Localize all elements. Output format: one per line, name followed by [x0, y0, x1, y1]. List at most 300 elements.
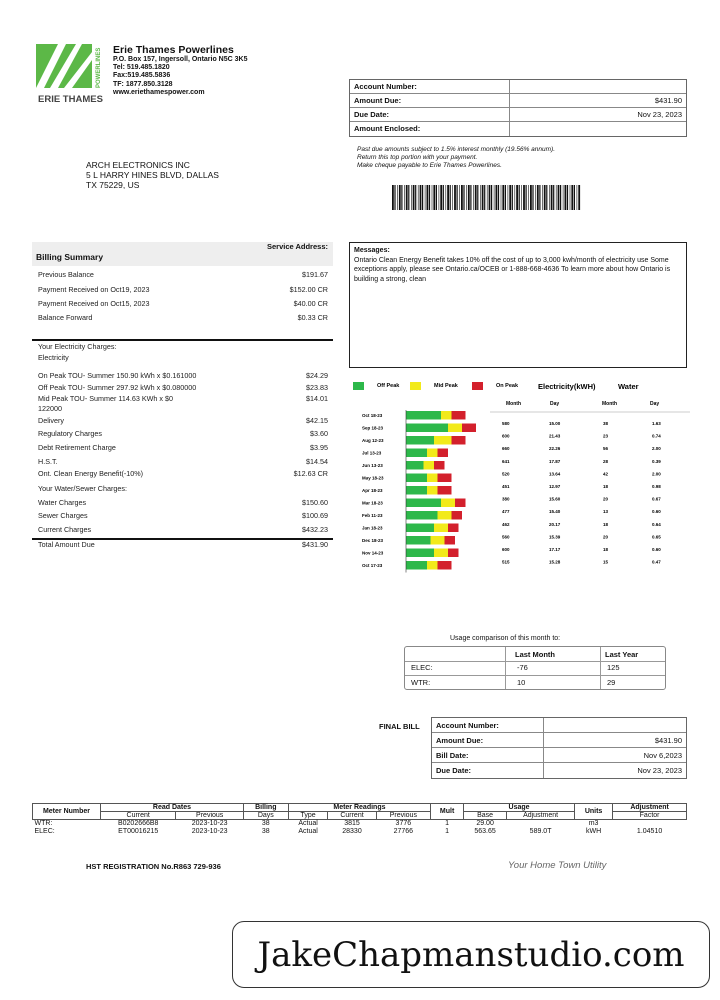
bar-mid-peak	[434, 436, 452, 445]
final-bill-box	[431, 717, 687, 779]
barcode-bar	[563, 185, 564, 210]
billing-summary-title: Billing Summary	[36, 252, 104, 262]
table-cell: 13.64	[549, 471, 561, 477]
company-info	[113, 44, 247, 97]
bar-off-peak	[406, 499, 441, 508]
note-line: Return this top portion with your payment.	[357, 154, 478, 161]
table-cell: 18	[603, 547, 609, 552]
billing-row	[38, 404, 328, 413]
billing-row-label: Your Water/Sewer Charges:	[38, 484, 127, 493]
sub-header: Days	[243, 812, 288, 820]
messages-box	[349, 242, 687, 368]
due-date-value: Nov 23, 2023	[637, 110, 682, 119]
barcode-bar	[394, 185, 395, 210]
barcode-bar	[574, 185, 575, 210]
table-cell: 15.39	[549, 534, 561, 540]
meter-cell: ELEC:	[34, 827, 55, 835]
billing-row-label: Electricity	[38, 353, 69, 362]
barcode-bar	[432, 185, 433, 210]
meter-cell: Actual	[298, 827, 318, 835]
billing-row-label: Balance Forward	[38, 313, 93, 322]
svg-text:ERIE THAMES: ERIE THAMES	[38, 94, 103, 105]
sub-header: Previous	[176, 812, 244, 820]
sub-header: Type	[288, 812, 328, 820]
billing-row	[38, 429, 328, 438]
bar-mid-peak	[434, 549, 448, 558]
bar-off-peak	[406, 486, 427, 495]
account-box	[349, 79, 687, 137]
meter-cell: 27766	[393, 827, 414, 835]
billing-row	[38, 469, 328, 478]
table-cell: 13	[603, 509, 609, 515]
account-row	[350, 122, 686, 136]
legend-label: Mid Peak	[434, 383, 458, 389]
watermark: JakeChapmanstudio.com	[232, 921, 710, 988]
legend-label: On Peak	[496, 383, 519, 389]
meter-table	[32, 803, 687, 835]
final-due-date-label: Due Date:	[432, 763, 544, 778]
table-cell: 17.87	[549, 458, 561, 464]
meter-cell: m3	[588, 820, 599, 827]
table-cell: 0.74	[652, 433, 661, 439]
legend-swatch	[472, 382, 483, 390]
meter-cell: 1	[445, 827, 450, 835]
divider	[32, 339, 333, 341]
meter-number-header: Meter Number	[33, 804, 101, 820]
bar-mid-peak	[427, 474, 438, 483]
barcode-bar	[542, 185, 543, 210]
usage-last-year-value: 125	[607, 663, 620, 672]
bar-on-peak	[452, 511, 463, 520]
bar-off-peak	[406, 511, 438, 520]
billing-row-label: Payment Received on Oct15, 2023	[38, 299, 150, 308]
barcode-bar	[571, 185, 573, 210]
barcode-bar	[501, 185, 502, 210]
billing-row	[38, 342, 328, 351]
bar-off-peak	[406, 424, 448, 433]
billing-row-label: Sewer Charges	[38, 511, 88, 520]
amount-enclosed-label: Amount Enclosed:	[350, 122, 510, 136]
billing-row-value: $432.23	[302, 525, 328, 534]
table-cell: 600	[502, 433, 510, 439]
category-label: Jun 13-23	[362, 463, 383, 468]
barcode-bar	[496, 185, 498, 210]
barcode-bar	[475, 185, 477, 210]
meter-cell: 563.65	[474, 827, 496, 835]
bar-on-peak	[438, 449, 449, 458]
billing-row-label: 122000	[38, 404, 62, 413]
barcode-bar	[454, 185, 456, 210]
sub-header: Current	[101, 812, 176, 820]
bar-on-peak	[452, 411, 466, 420]
bar-on-peak	[445, 536, 456, 545]
barcode-bar	[450, 185, 451, 210]
billing-row	[38, 383, 328, 392]
meter-cell: 38	[261, 827, 270, 835]
billing-row-label: Regulatory Charges	[38, 429, 102, 438]
bar-off-peak	[406, 411, 441, 420]
barcode-bar	[482, 185, 484, 210]
bar-off-peak	[406, 524, 434, 533]
barcode-bar	[484, 185, 485, 210]
meter-cell: 1.04510	[636, 827, 663, 835]
sub-header: Previous	[376, 812, 431, 820]
bar-off-peak	[406, 536, 431, 545]
barcode-bar	[443, 185, 444, 210]
barcode-bar	[570, 185, 571, 210]
category-label: Mar 18-23	[362, 500, 383, 506]
usage-last-year-value: 29	[607, 678, 616, 687]
table-cell: 0.67	[652, 496, 661, 502]
chart-title: Electricity(kWH)	[538, 382, 596, 391]
bar-on-peak	[438, 474, 452, 483]
company-tel: Tel: 519.485.1820	[113, 64, 170, 72]
meter-cell: WTR:	[34, 820, 53, 827]
barcode-bar	[466, 185, 467, 210]
meter-readings-header: Meter Readings	[288, 804, 431, 812]
table-cell: 18	[603, 521, 609, 527]
final-row	[432, 763, 686, 778]
barcode-bar	[523, 185, 525, 210]
account-row	[350, 80, 686, 94]
amount-due-value: $431.90	[654, 96, 682, 105]
billing-row-value: $14.54	[306, 457, 328, 466]
final-row	[432, 748, 686, 763]
meter-cell: 28330	[342, 827, 362, 835]
customer-street: 5 L HARRY HINES BLVD, DALLAS	[86, 170, 219, 180]
usage-header: Usage	[464, 804, 575, 812]
table-cell: 38	[603, 421, 609, 426]
billing-row	[38, 371, 328, 380]
billing-row-label: Ont. Clean Energy Benefit(-10%)	[38, 469, 144, 478]
table-cell: 56	[603, 446, 609, 452]
customer-name: ARCH ELECTRONICS INC	[86, 160, 190, 170]
customer-city: TX 75229, US	[86, 180, 140, 190]
billing-row-label: Current Charges	[38, 525, 92, 534]
barcode-bar	[415, 185, 416, 210]
barcode-bar	[577, 185, 578, 210]
table-cell: 0.60	[652, 547, 661, 552]
company-po-box: P.O. Box 157, Ingersoll, Ontario N5C 3K5	[113, 56, 248, 63]
company-logo	[36, 44, 104, 108]
bar-on-peak	[434, 461, 445, 470]
billing-row	[38, 443, 328, 452]
barcode-bar	[530, 185, 532, 210]
final-amount-value: $431.90	[654, 735, 682, 745]
table-header: Month	[602, 401, 617, 407]
billing-row-value: $100.69	[302, 511, 328, 520]
table-header: Day	[650, 401, 660, 407]
table-cell: 477	[502, 509, 510, 515]
barcode-bar	[470, 185, 471, 210]
bar-off-peak	[406, 561, 427, 570]
table-cell: 15.60	[549, 496, 561, 502]
barcode-bar	[556, 185, 557, 210]
meter-cell: 1	[445, 820, 450, 827]
payment-notes	[357, 146, 555, 170]
meter-cell: 589.0T	[529, 827, 552, 835]
barcode-bar	[440, 185, 442, 210]
billing-row	[38, 299, 328, 308]
billing-row-label: Your Electricity Charges:	[38, 342, 117, 351]
table-cell: 23	[603, 433, 609, 439]
table-cell: 660	[502, 446, 510, 452]
barcode-bar	[516, 185, 518, 210]
bar-off-peak	[406, 436, 434, 445]
category-label: May 18-23	[362, 475, 384, 481]
bar-mid-peak	[427, 486, 438, 495]
billing-row-value: $23.83	[306, 383, 328, 392]
billing-row	[38, 394, 328, 403]
bar-mid-peak	[441, 411, 452, 420]
usage-col-last-year: Last Year	[605, 650, 639, 659]
category-label: Apr 18-23	[362, 488, 383, 493]
category-label: Jan 18-23	[362, 525, 383, 531]
company-name: Erie Thames Powerlines	[113, 44, 234, 56]
barcode-bar	[411, 185, 412, 210]
total-label: Total Amount Due	[38, 540, 95, 549]
barcode-bar	[459, 185, 460, 210]
barcode-bar	[477, 185, 478, 210]
barcode-bar	[408, 185, 409, 210]
billing-row-label: Payment Received on Oct19, 2023	[38, 285, 150, 294]
table-cell: 0.65	[652, 534, 661, 540]
category-label: Jul 13-23	[362, 450, 382, 456]
barcode-bar	[528, 185, 529, 210]
billing-row-label: Mid Peak TOU- Summer 114.63 KWh x $0	[38, 394, 174, 403]
barcode-bar	[480, 185, 481, 210]
bar-mid-peak	[441, 499, 455, 508]
category-label: Aug 12-23	[362, 438, 384, 443]
usage-chart	[350, 378, 690, 588]
table-cell: 380	[502, 496, 510, 502]
category-label: Sep 18-23	[362, 425, 384, 431]
final-bill-date-label: Bill Date:	[432, 748, 544, 762]
table-cell: 560	[502, 534, 510, 540]
billing-row	[38, 498, 328, 507]
meter-cell: 2023-10-23	[191, 827, 228, 835]
meter-cell: 29.00	[476, 820, 494, 827]
barcode-bar	[509, 185, 511, 210]
barcode-bar	[433, 185, 435, 210]
table-cell: 2.00	[652, 471, 661, 477]
table-cell: 15.40	[549, 509, 561, 515]
billing-row-label: Delivery	[38, 416, 64, 425]
bar-on-peak	[438, 561, 452, 570]
billing-row-value: $14.01	[306, 394, 328, 403]
note-line: Make cheque payable to Erie Thames Powerlines.	[357, 162, 502, 169]
company-web[interactable]: www.eriethamespower.com	[113, 88, 205, 96]
barcode-bar	[489, 185, 491, 210]
table-cell: 0.60	[652, 509, 661, 515]
barcode-bar	[502, 185, 504, 210]
bar-mid-peak	[431, 536, 445, 545]
meter-cell: 3815	[344, 820, 360, 827]
sub-header: Factor	[613, 812, 687, 820]
barcode-bar	[532, 185, 533, 210]
barcode-bar	[535, 185, 536, 210]
barcode-bar	[457, 185, 458, 210]
billing-header: Billing	[243, 804, 288, 812]
category-label: Feb 11-23	[362, 513, 383, 518]
table-header: Day	[550, 401, 560, 407]
billing-row-value: $152.00 CR	[289, 285, 328, 294]
bar-on-peak	[448, 524, 459, 533]
bar-mid-peak	[424, 461, 435, 470]
barcode-bar	[526, 185, 527, 210]
barcode-bar	[446, 185, 447, 210]
barcode-bar	[549, 185, 550, 210]
final-bill-label: FINAL BILL	[379, 722, 420, 731]
barcode-bar	[565, 185, 567, 210]
barcode-bar	[420, 185, 422, 210]
bar-on-peak	[448, 549, 459, 558]
bar-mid-peak	[427, 561, 438, 570]
table-row	[33, 820, 687, 828]
table-header: Month	[506, 401, 521, 407]
usage-col-last-month: Last Month	[515, 650, 555, 659]
amount-enclosed-field[interactable]	[510, 122, 686, 136]
barcode-bar	[404, 185, 405, 210]
usage-last-month-value: -76	[517, 663, 528, 672]
table-cell: 0.39	[652, 458, 661, 464]
read-dates-header: Read Dates	[101, 804, 244, 812]
table-cell: 600	[502, 547, 510, 552]
barcode-bar	[406, 185, 408, 210]
billing-row	[38, 270, 328, 279]
bar-mid-peak	[448, 424, 462, 433]
billing-row	[38, 511, 328, 520]
table-cell: 12.97	[549, 484, 561, 489]
table-cell: 20.17	[549, 521, 561, 527]
barcode-bar	[505, 185, 506, 210]
barcode	[392, 185, 582, 210]
bar-on-peak	[455, 499, 466, 508]
bar-mid-peak	[434, 524, 448, 533]
bar-off-peak	[406, 449, 427, 458]
billing-row-value: $42.15	[306, 416, 328, 425]
legend-swatch	[410, 382, 421, 390]
table-cell: 17.17	[549, 547, 561, 552]
barcode-bar	[413, 185, 415, 210]
usage-row-label: ELEC:	[411, 663, 433, 672]
billing-row	[38, 313, 328, 322]
table-cell: 20	[603, 534, 609, 540]
billing-row-label: Water Charges	[38, 498, 87, 507]
billing-row	[38, 525, 328, 534]
billing-row	[38, 285, 328, 294]
final-account-label: Account Number:	[432, 718, 544, 732]
bar-off-peak	[406, 549, 434, 558]
barcode-bar	[427, 185, 429, 210]
messages-title: Messages:	[354, 247, 390, 254]
barcode-bar	[463, 185, 464, 210]
total-row	[38, 540, 328, 549]
table-cell: 462	[502, 521, 510, 527]
billing-row-label: On Peak TOU- Summer 150.90 kWh x $0.161000	[38, 371, 197, 380]
company-fax: Fax:519.485.5836	[113, 72, 171, 80]
barcode-bar	[508, 185, 509, 210]
category-label: Nov 14-23	[362, 550, 384, 556]
billing-row-value: $191.67	[302, 270, 328, 279]
barcode-bar	[487, 185, 488, 210]
tagline: Your Home Town Utility	[508, 860, 607, 871]
sub-header: Base	[464, 812, 507, 820]
barcode-bar	[512, 185, 513, 210]
barcode-bar	[429, 185, 430, 210]
due-date-label: Due Date:	[350, 108, 510, 121]
table-cell: 15.00	[549, 421, 561, 426]
final-amount-label: Amount Due:	[432, 733, 544, 747]
meter-cell: 2023-10-23	[191, 820, 228, 827]
final-row	[432, 733, 686, 748]
table-cell: 0.98	[652, 484, 661, 489]
legend-label: Off Peak	[377, 383, 400, 389]
barcode-bar	[422, 185, 423, 210]
table-cell: 22.26	[549, 446, 561, 452]
barcode-bar	[551, 185, 553, 210]
barcode-bar	[473, 185, 474, 210]
table-cell: 18	[603, 484, 609, 489]
barcode-bar	[558, 185, 560, 210]
barcode-bar	[537, 185, 539, 210]
meter-cell: ET00016215	[118, 827, 159, 835]
billing-row-value: $150.60	[302, 498, 328, 507]
usage-comparison-title: Usage comparison of this month to:	[450, 635, 561, 642]
bar-on-peak	[462, 424, 476, 433]
billing-row-label: Debt Retirement Charge	[38, 443, 116, 452]
billing-row-value: $3.60	[310, 429, 328, 438]
messages-body: Ontario Clean Energy Benefit takes 10% off the cost of up to 3,000 kwh/month of electricity use Some exceptions apply, please see Ontario.ca/OCEB or 1-888-668-4636 To learn more about how Ontario is building a strong, clean	[354, 256, 671, 283]
mult-header: Mult	[431, 804, 464, 820]
account-row	[350, 94, 686, 108]
table-cell: 515	[502, 559, 510, 565]
barcode-bar	[447, 185, 449, 210]
meter-cell: B0202666B8	[117, 820, 159, 827]
billing-row-label: Previous Balance	[38, 270, 94, 279]
hst-registration: HST REGISTRATION No.R863 729-936	[86, 862, 221, 871]
barcode-bar	[392, 185, 394, 210]
billing-row-value: $12.63 CR	[293, 469, 328, 478]
barcode-bar	[494, 185, 495, 210]
table-cell: 1.63	[652, 421, 661, 426]
barcode-bar	[425, 185, 426, 210]
billing-row	[38, 416, 328, 425]
units-header: Units	[575, 804, 613, 820]
meter-cell: kWH	[586, 827, 602, 835]
table-cell: 0.64	[652, 521, 661, 527]
billing-row	[38, 457, 328, 466]
barcode-bar	[468, 185, 470, 210]
barcode-bar	[578, 185, 580, 210]
category-label: Oct 17-23	[362, 563, 383, 568]
table-cell: 15.28	[549, 559, 561, 565]
billing-row-label: Off Peak TOU- Summer 297.92 kWh x $0.080000	[38, 383, 197, 392]
meter-cell: Actual	[298, 820, 318, 827]
note-line: Past due amounts subject to 1.5% interest monthly (19.56% annum).	[357, 146, 555, 153]
barcode-bar	[491, 185, 492, 210]
account-number-value	[510, 80, 686, 93]
barcode-bar	[553, 185, 554, 210]
table-cell: 28	[603, 458, 609, 464]
adjustment-header: Adjustment	[613, 804, 687, 812]
bar-on-peak	[438, 486, 452, 495]
sub-header: Current	[328, 812, 376, 820]
billing-row-value: $3.95	[310, 443, 328, 452]
table-cell: 580	[502, 421, 510, 426]
table-cell: 21.43	[549, 433, 561, 439]
barcode-bar	[397, 185, 398, 210]
